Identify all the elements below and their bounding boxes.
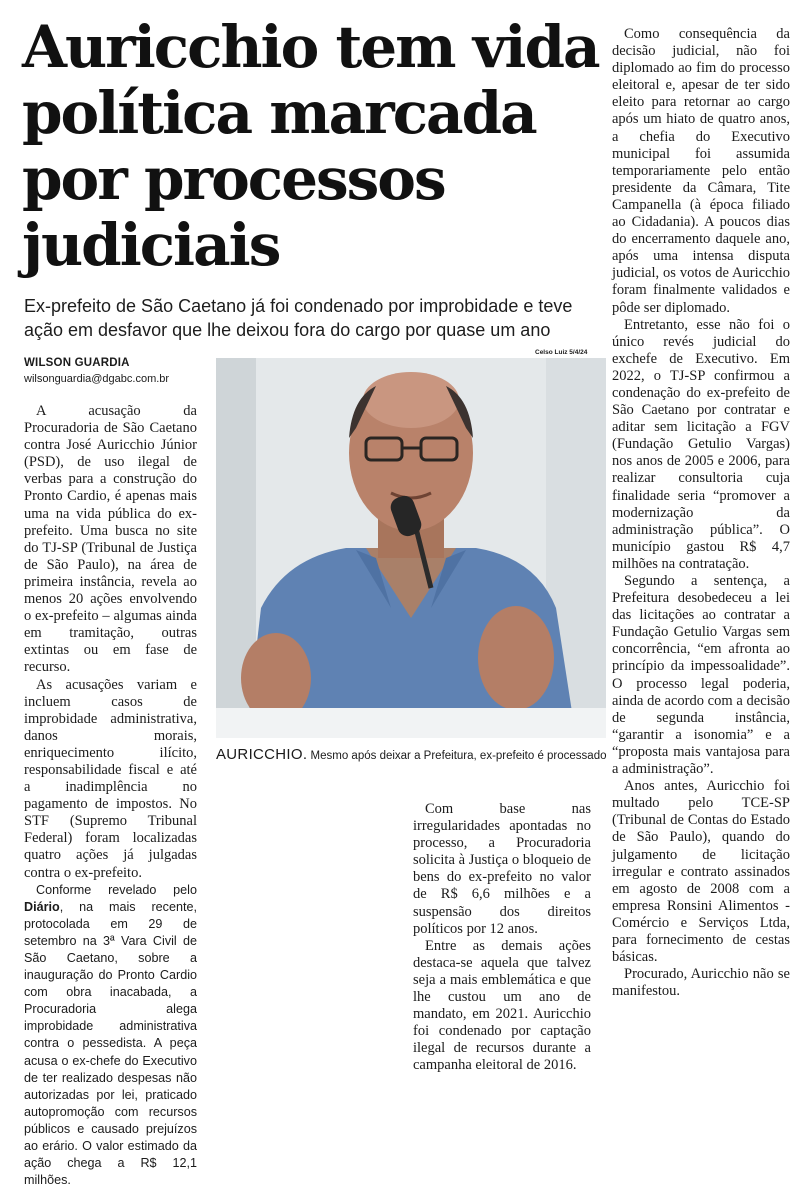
caption-text: Mesmo após deixar a Prefeitura, ex-prefeito é processado xyxy=(307,750,607,762)
paragraph-7: Entretanto, esse não foi o único revés judicial do exchefe de Executivo. Em 2022, o TJ-SP confirmou a condenação do ex-prefeito de São Caetano por contratar e aditar sem licitação a FGV (Fundação Getulio Vargas) nos anos de 2005 e 2006, para realizar consultoria cuja finalidade seria “promover a modernização da administração pública”. O município gastou R$ 4,7 milhões na contratação. xyxy=(612,316,790,572)
article-photo xyxy=(216,358,606,738)
body-column-4 xyxy=(612,26,790,1000)
photo-credit: Celso Luiz 5/4/24 xyxy=(535,349,588,356)
speaker-illustration xyxy=(216,358,606,738)
paragraph-3 xyxy=(24,882,197,1189)
author-byline: WILSON GUARDIA xyxy=(24,357,130,369)
p3-rest: , na mais recente, protocolada em 29 de setembro na 3ª Vara Civil de São Caetano, sobre a inauguração do Pronto Cardio com obra inacabada, a Procuradoria alega improbidade administrativa contra o pessedista. A peça acusa o ex-chefe do Executivo de ter realizado despesas não autorizadas por lei, praticado autopromoção com recursos públicos e causado prejuízos ao erário. O valor estimado da ação chega a R$ 12,1 milhões. xyxy=(24,899,197,1188)
author-email: wilsonguardia@dgabc.com.br xyxy=(24,373,170,385)
paragraph-9: Anos antes, Auricchio foi multado pelo TCE-SP (Tribunal de Contas do Estado de São Paulo), quando do julgamento de licitação irregular e contrato assinados em agosto de 2008 com a empresa Ronsini Alimentos - Comércio e Serviços Ltda, para fornecimento de cestas básicas. xyxy=(612,778,790,966)
headline: Auricchio tem vida política marcada por processos judiciais xyxy=(22,13,599,279)
paragraph-10: Procurado, Auricchio não se manifestou. xyxy=(612,966,790,1000)
paragraph-2: As acusações variam e incluem casos de improbidade administrativa, danos morais, enriquecimento ilícito, responsabilidade fiscal e até a inadimplência no pagamento de impostos. No STF (Supremo Tribunal Federal) foram localizadas quatro ações já julgadas contra o ex-prefeito. xyxy=(24,676,197,881)
paragraph-4: Com base nas irregularidades apontadas no processo, a Procuradoria solicita à Justiça o bloqueio de bens do ex-prefeito no valor de R$ 6,6 milhões e a suspensão dos direitos políticos por 12 anos. xyxy=(413,801,591,937)
paragraph-6: Como consequência da decisão judicial, não foi diplomado ao fim do processo eleitoral e, apesar de ter sido eleito para retornar ao cargo após um hiato de quatro anos, a chefia do Executivo municipal foi assumida temporariamente pelo então presidente da Câmara, Tite Campanella (à época filiado ao Cidadania). A poucos dias do encerramento daquele ano, após uma intensa disputa judicial, os votos de Auricchio foram finalmente validados e pôde ser diplomado. xyxy=(612,26,790,316)
paragraph-1: A acusação da Procuradoria de São Caetano contra José Auricchio Júnior (PSD), de uso ilegal de verbas para a construção do Pronto Cardio, é apenas mais uma na vida pública do ex-prefeito. Uma busca no site do TJ-SP (Tribunal de Justiça de São Paulo), na área de primeira instância, revela ao menos 20 ações envolvendo o ex-prefeito – algumas ainda em tramitação, outras extintas ou em fase de recurso. xyxy=(24,403,197,676)
caption-label: AURICCHIO. xyxy=(216,746,308,763)
body-column-3 xyxy=(413,801,591,1075)
body-column-1 xyxy=(24,403,197,1189)
deck-subtitle: Ex-prefeito de São Caetano já foi condenado por improbidade e teve ação em desfavor que lhe deixou fora do cargo por quase um ano xyxy=(24,296,573,340)
photo-caption xyxy=(216,746,611,763)
paragraph-5: Entre as demais ações destaca-se aquela que talvez seja a mais emblemática e que lhe custou um ano de mandato, em 2021. Auricchio foi condenado por captação ilegal de recursos durante a campanha eleitoral de 2016. xyxy=(413,937,591,1074)
paragraph-8: Segundo a sentença, a Prefeitura desobedeceu a lei das licitações ao contratar a Fundação Getulio Vargas sem concorrência, “em afronta ao princípio da impessoalidade”. O processo legal poderia, ainda de acordo com a decisão de segunda instância, “garantir a isonomia” e a “proposta mais vantajosa para a administração”. xyxy=(612,573,790,778)
diario-name: Diário xyxy=(24,899,60,914)
p3-lead: Conforme revelado pelo xyxy=(36,882,197,897)
